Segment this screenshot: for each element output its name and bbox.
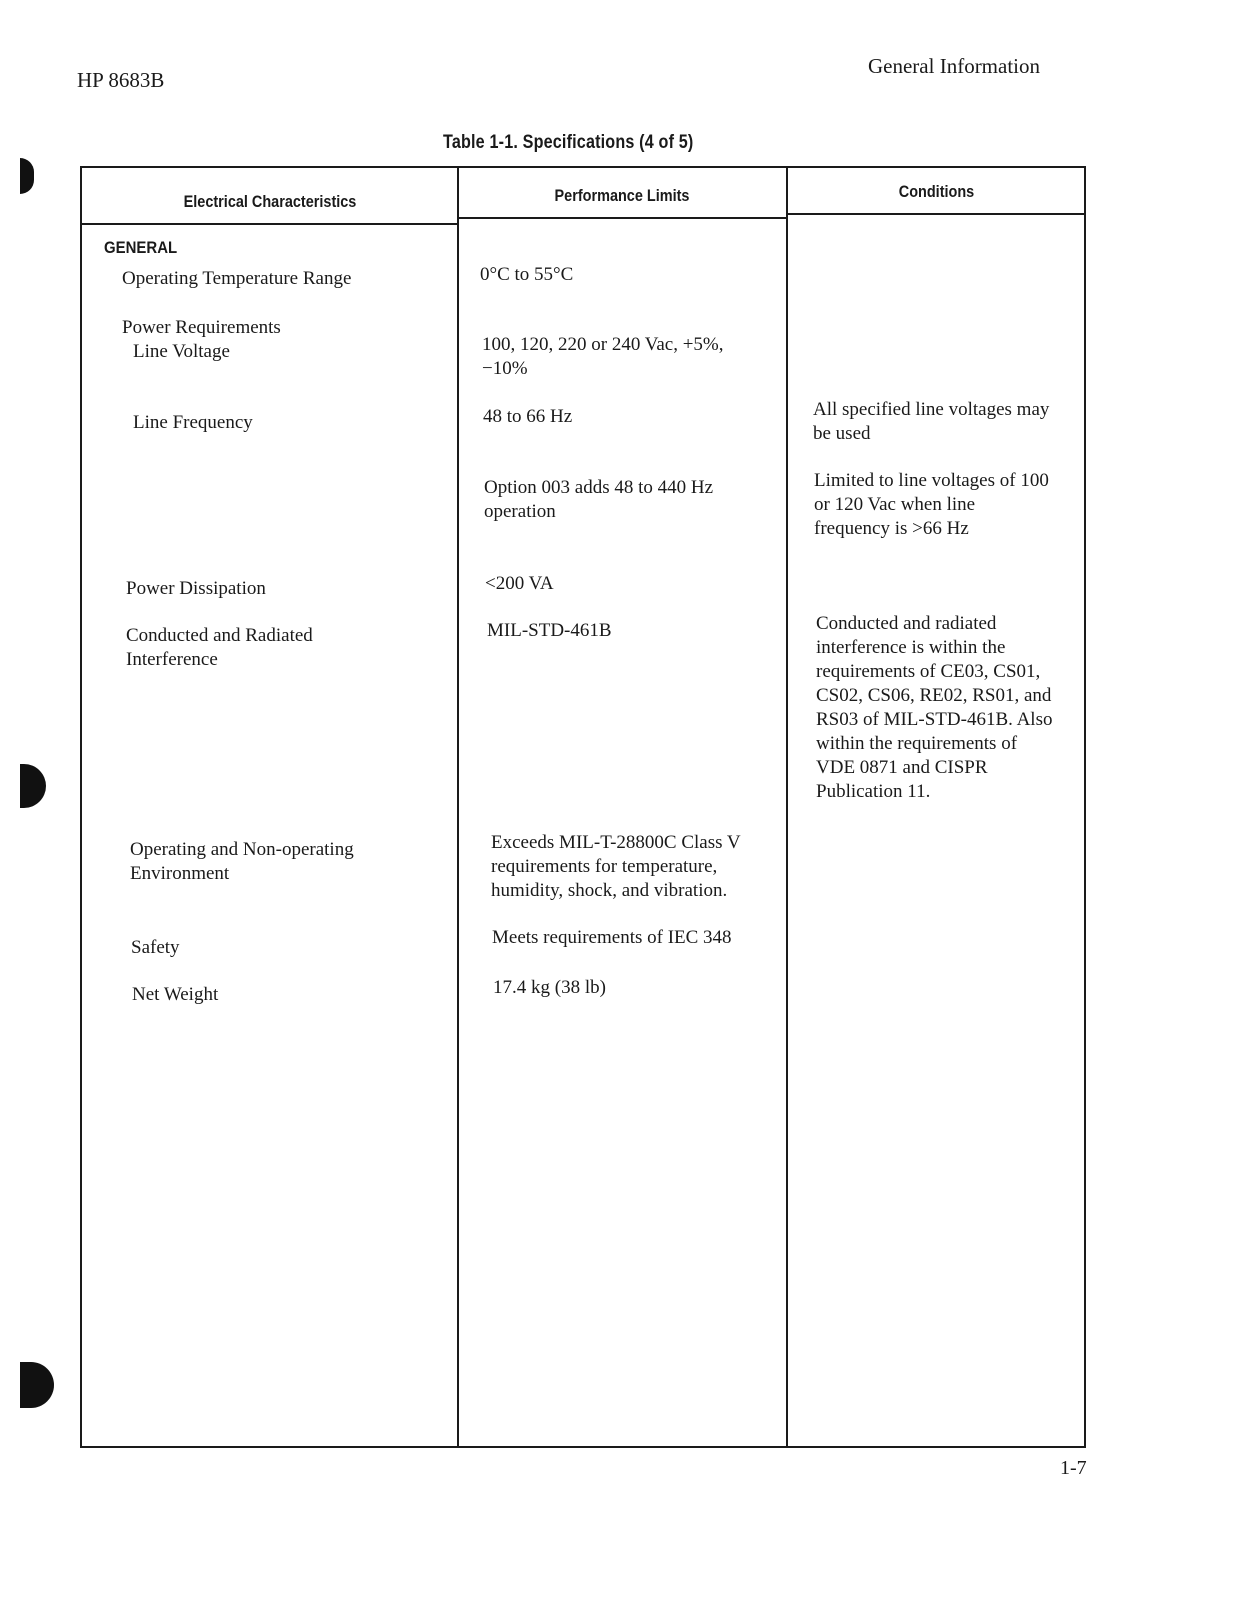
table-row-limit: 17.4 kg (38 lb) <box>493 977 606 998</box>
table-row-limit: 48 to 66 Hz <box>483 406 573 427</box>
header-rule <box>458 217 786 219</box>
header-rule <box>82 223 458 225</box>
table-caption: Table 1-1. Specifications (4 of 5) <box>443 132 694 153</box>
table-row-limit: 0°C to 55°C <box>480 264 574 285</box>
manual-model-header: HP 8683B <box>77 68 165 92</box>
column-divider <box>457 168 459 1446</box>
binder-hole-mark <box>20 1362 54 1408</box>
column-header-electrical-characteristics: Electrical Characteristics <box>183 192 357 211</box>
table-row-characteristic: Operating Temperature Range <box>122 268 352 289</box>
table-row-characteristic: Power Dissipation <box>126 578 266 599</box>
table-row-limit: Meets requirements of IEC 348 <box>492 927 732 948</box>
section-header: General Information <box>868 54 1041 78</box>
table-row-limit: Option 003 adds 48 to 440 Hz operation <box>484 477 714 522</box>
table-row-condition: Limited to line voltages of 100 or 120 Vac when line frequency is >66 Hz <box>814 470 1049 539</box>
table-row-characteristic: Line Frequency <box>133 412 253 433</box>
binder-hole-mark <box>20 158 34 194</box>
table-row-characteristic: Conducted and Radiated Interference <box>126 625 313 670</box>
page-number: 1-7 <box>1060 1457 1087 1479</box>
section-heading: GENERAL <box>104 238 178 257</box>
table-row-limit: Exceeds MIL-T-28800C Class V requirements for temperature, humidity, shock, and vibration. <box>491 832 741 901</box>
table-row-characteristic: Operating and Non-operating Environment <box>130 839 354 884</box>
binder-hole-mark <box>20 764 46 808</box>
table-row-limit: MIL-STD-461B <box>487 620 612 641</box>
column-header-performance-limits: Performance Limits <box>554 186 690 205</box>
column-header-conditions: Conditions <box>898 182 975 201</box>
table-row-characteristic: Safety <box>131 937 180 958</box>
table-row-condition: All specified line voltages may be used <box>813 399 1050 444</box>
specifications-table <box>80 166 1086 1448</box>
header-rule <box>787 213 1086 215</box>
table-row-characteristic: Line Voltage <box>133 341 230 362</box>
table-row-condition: Conducted and radiated interference is within the requirements of CE03, CS01, CS02, CS06, RE02, RS01, and RS03 of MIL-STD-461B. Also within the requirements of VDE 0871 and CISPR Publication 11. <box>816 613 1053 802</box>
table-row-limit: 100, 120, 220 or 240 Vac, +5%, −10% <box>482 334 724 379</box>
table-row-limit: <200 VA <box>485 573 554 594</box>
table-row-characteristic: Net Weight <box>132 984 219 1005</box>
table-row-characteristic: Power Requirements <box>122 317 281 338</box>
column-divider <box>786 168 788 1446</box>
